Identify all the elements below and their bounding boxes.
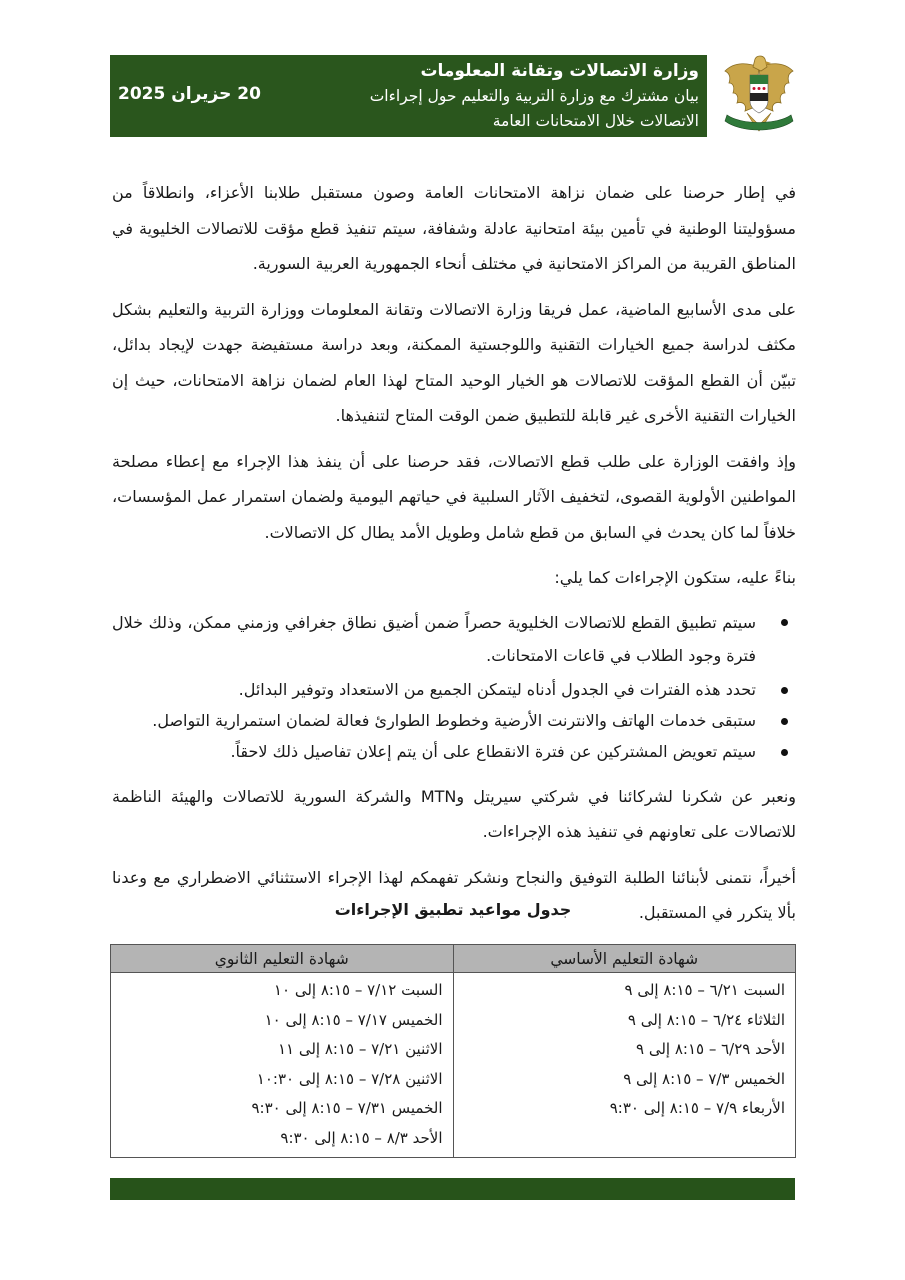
paragraph-thanks: ونعبر عن شكرنا لشركائنا في شركتي سيريتل وMTN والشركة السورية للاتصالات والهيئة الناظمة للاتصالات على تعاونهم في تنفيذ هذه الإجراءات. [112, 786, 796, 841]
procedure-item: سيتم تعويض المشتركين عن فترة الانقطاع على أن يتم إعلان تفاصيل ذلك لاحقاً. [112, 736, 756, 767]
paragraph-priority: وإذ وافقت الوزارة على طلب قطع الاتصالات، فقد حرصنا على أن ينفذ هذا الإجراء مع إعطاء مصلحة المواطنين الأولوية القصوى، لتخفيف الآثار السلبية في حياتهم اليومية ولضمان استمرار عمل المؤسسات، خلافاً لما كان يحدث في السابق من قطع شامل وطويل الأمد يطال كل الاتصالات. [112, 451, 796, 542]
schedule-body-row [111, 973, 796, 1158]
statement-date: 20 حزيران 2025 [118, 84, 261, 104]
schedule-entry: الخميس ٧/٣ – ٨:١٥ إلى ٩ [623, 1069, 785, 1088]
paragraph-closing: أخيراً، نتمنى لأبنائنا الطلبة التوفيق والنجاح ونشكر تفهمكم لهذا الإجراء الاستثنائي الاضطراري مع وعدنا بألا يتكرر في المستقبل. [112, 867, 796, 922]
procedure-item: تحدد هذه الفترات في الجدول أدناه ليتمكن الجميع من الاستعداد وتوفير البدائل. [112, 674, 756, 705]
basic-schedule-cell [453, 973, 796, 1158]
schedule-title: جدول مواعيد تطبيق الإجراءات [334, 900, 572, 919]
statement-body [112, 175, 796, 941]
procedure-item: ستبقى خدمات الهاتف والانترنت الأرضية وخطوط الطوارئ فعالة لضمان استمرارية التواصل. [112, 705, 756, 736]
statement-title-line-2: الاتصالات خلال الامتحانات العامة [492, 112, 699, 130]
schedule-entry: الاثنين ٧/٢٨ – ٨:١٥ إلى ١٠:٣٠ [256, 1069, 443, 1088]
schedule-entry: السبت ٦/٢١ – ٨:١٥ إلى ٩ [624, 981, 785, 999]
paragraph-intro: في إطار حرصنا على ضمان نزاهة الامتحانات العامة وصون مستقبل طلابنا الأعزاء، وانطلاقاً من مسؤوليتنا الوطنية في تأمين بيئة امتحانية عادلة وشفافة، سيتم تنفيذ قطع مؤقت للاتصالات الخليوية في المناطق القريبة من المراكز الامتحانية في مختلف أنحاء الجمهورية العربية السورية. [112, 183, 796, 273]
procedure-item: سيتم تطبيق القطع للاتصالات الخليوية حصراً ضمن أضيق نطاق جغرافي وزمني ممكن، وذلك خلال فترة وجود الطلاب في قاعات الامتحانات. [112, 606, 756, 672]
schedule-entry: الأحد ٦/٢٩ – ٨:١٥ إلى ٩ [636, 1040, 785, 1058]
schedule-header-row [111, 945, 796, 973]
schedule-entry: الخميس ٧/١٧ – ٨:١٥ إلى ١٠ [264, 1010, 443, 1029]
syrian-eagle-emblem-icon [721, 53, 797, 139]
schedule-entry: الاثنين ٧/٢١ – ٨:١٥ إلى ١١ [277, 1040, 443, 1058]
schedule-entry: الثلاثاء ٦/٢٤ – ٨:١٥ إلى ٩ [627, 1010, 785, 1029]
procedures-intro: بناءً عليه، ستكون الإجراءات كما يلي: [554, 568, 796, 587]
ministry-name: وزارة الاتصالات وتقانة المعلومات [420, 61, 699, 81]
column-header-secondary: شهادة التعليم الثانوي [111, 945, 454, 973]
header-titles [370, 59, 699, 134]
procedures-list [112, 606, 796, 767]
schedule-entry: الأربعاء ٧/٩ – ٨:١٥ إلى ٩:٣٠ [609, 1099, 785, 1117]
column-header-basic: شهادة التعليم الأساسي [453, 945, 796, 973]
schedule-entry: السبت ٧/١٢ – ٨:١٥ إلى ١٠ [273, 981, 443, 999]
document-header [110, 55, 707, 137]
schedule-table [110, 944, 796, 1158]
paragraph-study: على مدى الأسابيع الماضية، عمل فريقا وزارة الاتصالات وتقانة المعلومات ووزارة التربية والتعليم بشكل مكثف لدراسة جميع الخيارات التقنية واللوجستية الممكنة، وبعد دراسة مستفيضة جهدت لإيجاد بدائل، تبيّن أن القطع المؤقت للاتصالات هو الخيار الوحيد المتاح لهذا العام لضمان نزاهة الامتحانات، حيث إن الخيارات التقنية الأخرى غير قابلة للتطبيق ضمن الوقت المتاح لتنفيذها. [112, 299, 796, 425]
schedule-entry: الخميس ٧/٣١ – ٨:١٥ إلى ٩:٣٠ [251, 1099, 443, 1117]
footer-bar [110, 1178, 795, 1200]
statement-title-line-1: بيان مشترك مع وزارة التربية والتعليم حول إجراءات [369, 87, 699, 105]
schedule-entry: الأحد ٨/٣ – ٨:١٥ إلى ٩:٣٠ [280, 1128, 443, 1147]
secondary-schedule-cell [111, 973, 454, 1158]
